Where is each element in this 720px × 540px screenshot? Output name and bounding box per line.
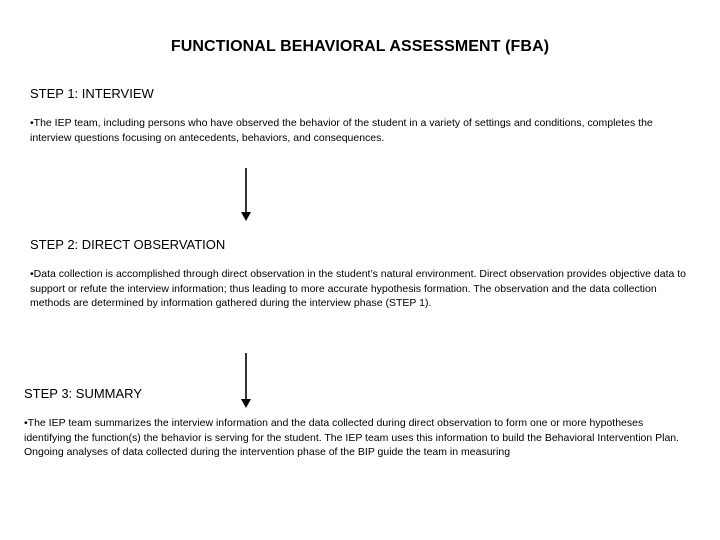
arrow-step-1-to-2 bbox=[240, 168, 252, 222]
step-2-description: •Data collection is accomplished through direct observation in the student’s natural environment. Direct observation provides objective data to support or refute the interview information; thus leading to more accurate hypothesis formation. The observation and the data collection methods are determined by information gathered during the interview phase (STEP 1). bbox=[30, 268, 687, 309]
step-1-heading: STEP 1: INTERVIEW bbox=[30, 86, 154, 101]
arrow-step-2-to-3 bbox=[240, 353, 252, 409]
step-3-description: •The IEP team summarizes the interview information and the data collected during direct observation to form one or more hypotheses identifying the function(s) the behavior is serving for the student. The IEP team uses this information to build the Behavioral Intervention Plan. Ongoing analyses of data collected during the intervention phase of the BIP guide the team in measuring bbox=[24, 417, 680, 458]
step-1-description: •The IEP team, including persons who have observed the behavior of the student in a variety of settings and conditions, completes the interview questions focusing on antecedents, behaviors, and consequences. bbox=[30, 117, 653, 144]
step-3-heading: STEP 3: SUMMARY bbox=[24, 386, 142, 401]
step-2-heading: STEP 2: DIRECT OBSERVATION bbox=[30, 237, 226, 252]
page-title: FUNCTIONAL BEHAVIORAL ASSESSMENT (FBA) bbox=[170, 38, 550, 55]
